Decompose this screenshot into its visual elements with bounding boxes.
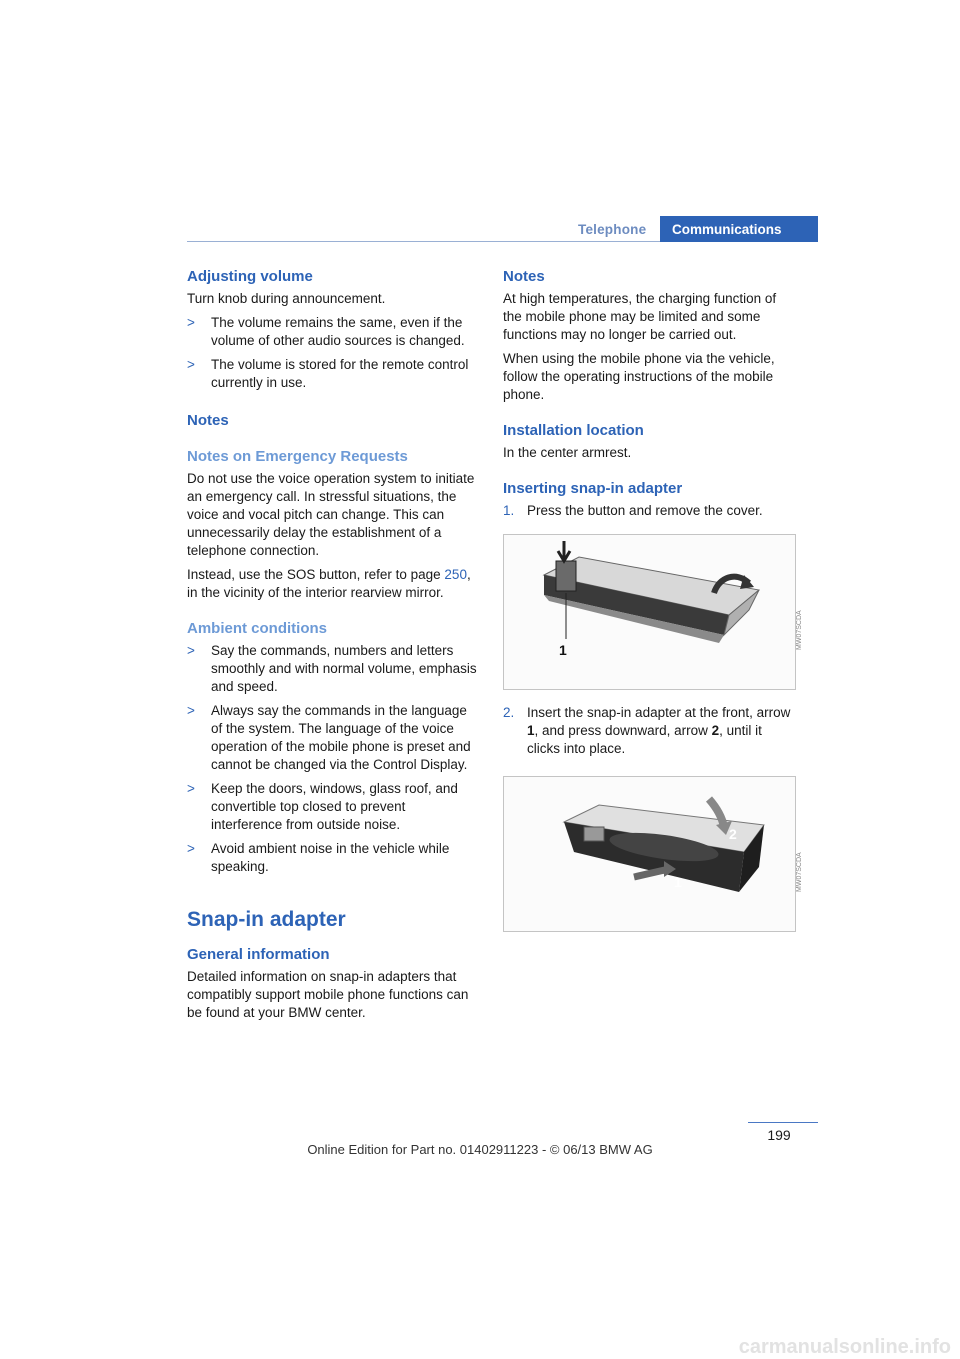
- bullet-marker: >: [187, 315, 195, 330]
- general-information-text: Detailed information on snap-in adapters that compatibly support mobile phone functions can be found at your BMW center.: [187, 969, 469, 1020]
- list-item-text: Avoid ambient noise in the vehicle while speaking.: [211, 841, 450, 874]
- bullet-marker: >: [187, 643, 195, 658]
- list-item: [187, 356, 480, 392]
- sos-text-before: Instead, use the SOS button, refer to page: [187, 567, 445, 582]
- list-item-text: Say the commands, numbers and letters smoothly and with normal volume, emphasis and speed.: [211, 643, 477, 694]
- list-item: [187, 840, 480, 876]
- footer-rule: [748, 1122, 818, 1123]
- emergency-heading: Notes on Emergency Requests: [187, 448, 408, 465]
- general-information-heading: General information: [187, 946, 330, 963]
- installation-text: In the center armrest.: [503, 445, 632, 460]
- figure-remove-cover: [503, 534, 803, 690]
- ambient-heading: Ambient conditions: [187, 620, 327, 637]
- list-item-text: The volume is stored for the remote control currently in use.: [211, 357, 469, 390]
- bullet-marker: >: [187, 841, 195, 856]
- right-notes-para1: At high temperatures, the charging function of the mobile phone may be limited and some functions may no longer be carried out.: [503, 291, 777, 342]
- left-column: [187, 268, 480, 1022]
- fig1-callout: 1: [559, 642, 567, 658]
- installation-heading: Installation location: [503, 422, 644, 439]
- figure-insert-adapter: [503, 776, 803, 932]
- right-notes-heading: Notes: [503, 268, 545, 285]
- fig1-code: MW07SCDA: [796, 610, 803, 650]
- list-item-text: Always say the commands in the language of the system. The language of the voice operation of the mobile phone is preset and cannot be changed via the Control Display.: [211, 703, 471, 772]
- header-chapter-tab: Communications: [660, 216, 818, 242]
- bullet-marker: >: [187, 357, 195, 372]
- snap-in-adapter-heading: Snap-in adapter: [187, 908, 346, 931]
- list-item-text: The volume remains the same, even if the volume of other audio sources is changed.: [211, 315, 465, 348]
- adjusting-volume-heading: Adjusting volume: [187, 268, 313, 285]
- right-notes-para2: When using the mobile phone via the vehicle, follow the operating instructions of the mobile phone.: [503, 351, 775, 402]
- fig2-callout-2: 2: [729, 826, 737, 842]
- page-number: 199: [767, 1127, 791, 1143]
- edition-notice: Online Edition for Part no. 01402911223 - © 06/13 BMW AG: [307, 1142, 653, 1157]
- page-reference-link[interactable]: 250: [444, 567, 467, 582]
- step-arrow-1: 1: [527, 723, 535, 738]
- step-text: Press the button and remove the cover.: [527, 503, 763, 518]
- right-column: [503, 268, 803, 932]
- bullet-marker: >: [187, 781, 195, 796]
- list-item: [187, 314, 480, 350]
- list-item: [187, 780, 480, 834]
- notes-heading: Notes: [187, 412, 229, 429]
- inserting-heading: Inserting snap-in adapter: [503, 480, 683, 497]
- step-arrow-2: 2: [711, 723, 720, 738]
- header-section-title: Telephone: [578, 222, 647, 237]
- step-number: 2.: [503, 705, 515, 720]
- list-item: [503, 502, 796, 520]
- emergency-paragraph: Do not use the voice operation system to initiate an emergency call. In stressful situations, the voice and vocal pitch can change. This can unnecessarily delay the establishment of a telephone connection.: [187, 471, 475, 558]
- step-text-b: , and press downward, arrow: [534, 723, 712, 738]
- adapter-insert-illustration: [504, 777, 803, 931]
- fig2-code: MW07SCDA: [796, 852, 803, 892]
- list-item: [187, 642, 480, 696]
- step-text-c: , until it clicks into place.: [527, 723, 762, 756]
- emergency-sos-paragraph: [187, 566, 480, 602]
- sos-text-after: , in the vicinity of the interior rearview mirror.: [187, 567, 471, 600]
- bullet-marker: >: [187, 703, 195, 718]
- fig2-callout-1: 1: [674, 874, 682, 890]
- adapter-cover-illustration: [504, 535, 803, 689]
- list-item: [503, 704, 796, 758]
- watermark: carmanualsonline.info: [738, 1336, 951, 1358]
- adjusting-volume-intro: Turn knob during announcement.: [187, 291, 386, 306]
- step-text-a: Insert the snap-in adapter at the front, arrow: [527, 705, 791, 720]
- list-item-text: Keep the doors, windows, glass roof, and convertible top closed to prevent interference from outside noise.: [211, 781, 458, 832]
- list-item: [187, 702, 480, 774]
- step-number: 1.: [503, 503, 515, 518]
